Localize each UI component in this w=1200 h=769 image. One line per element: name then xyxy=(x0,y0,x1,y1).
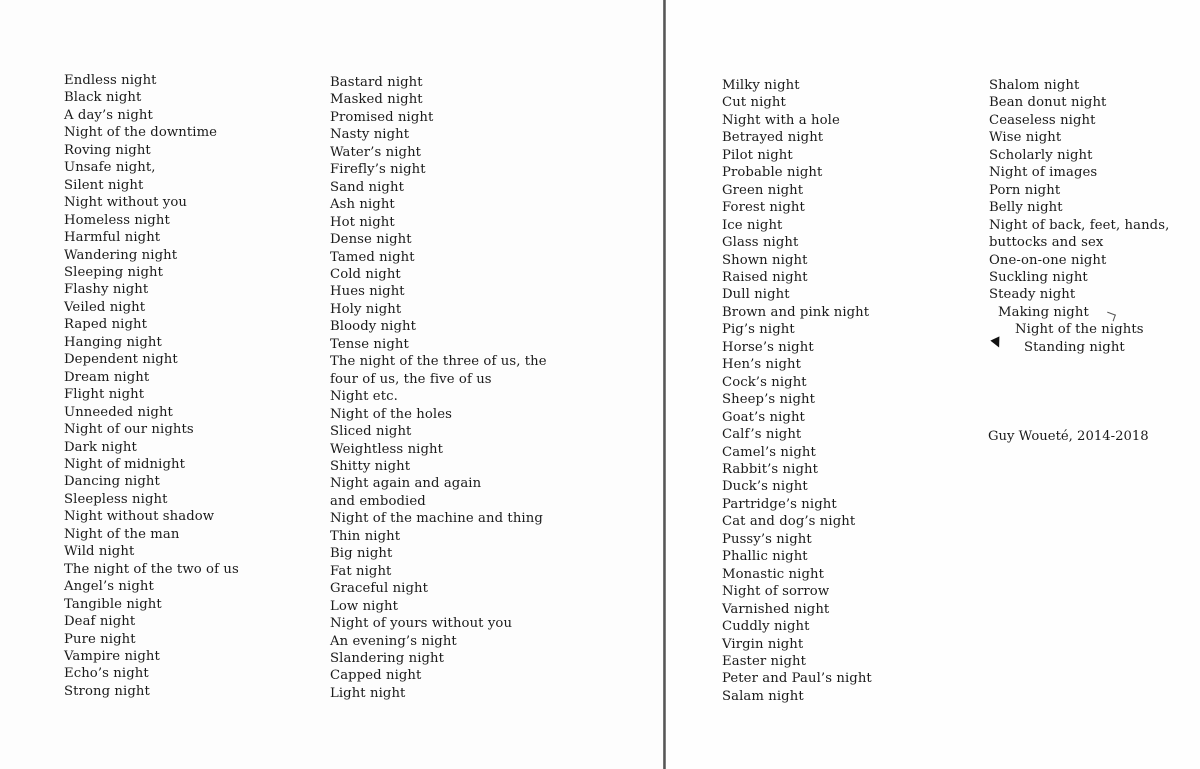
poem-line: Vampire night xyxy=(64,648,160,664)
poem-line: Angel’s night xyxy=(64,579,154,595)
poem-line: Bastard night xyxy=(330,75,423,90)
book-gutter xyxy=(663,0,666,769)
poem-line: Tense night xyxy=(330,336,409,352)
poem-line: Hot night xyxy=(330,214,395,230)
poem-line: buttocks and sex xyxy=(989,235,1104,251)
poem-line: Promised night xyxy=(330,109,434,125)
poem-line: Night of back, feet, hands, xyxy=(989,217,1170,233)
poem-line: Light night xyxy=(330,685,406,701)
poem-line: Unsafe night, xyxy=(64,160,156,176)
poem-line: Ice night xyxy=(722,217,783,233)
poem-line: and embodied xyxy=(330,493,426,509)
poem-line: Graceful night xyxy=(330,581,429,597)
poem-line: Sand night xyxy=(330,179,404,195)
poem-line: Pussy’s night xyxy=(722,531,812,547)
poem-line: Silent night xyxy=(64,177,144,193)
poem-line: Cuddly night xyxy=(722,619,810,635)
poem-line: Suckling night xyxy=(989,269,1088,285)
poem-line: Night of the holes xyxy=(330,406,453,422)
poem-line: One-on-one night xyxy=(989,252,1107,268)
poem-line: Green night xyxy=(722,182,804,198)
poem-line: Virgin night xyxy=(722,636,804,652)
poem-line: Hen’s night xyxy=(722,357,801,373)
poem-column-2 xyxy=(330,74,547,702)
poem-line: Endless night xyxy=(64,73,157,88)
poem-line: Homeless night xyxy=(64,212,170,228)
poem-line: Wandering night xyxy=(64,247,178,263)
poem-line: Veiled night xyxy=(64,299,146,315)
poem-line: Glass night xyxy=(722,235,799,251)
poem-line: Bloody night xyxy=(330,319,417,335)
poem-line: Harmful night xyxy=(64,230,161,246)
poem-line: Dream night xyxy=(64,369,150,385)
poem-line: Wise night xyxy=(989,130,1062,146)
poem-line: Ceaseless night xyxy=(989,112,1096,128)
poem-line: Tangible night xyxy=(64,596,162,612)
poem-line: Sleepless night xyxy=(64,491,168,507)
poem-line: Probable night xyxy=(722,165,823,181)
poem-line: Night of the nights xyxy=(1015,322,1144,338)
poem-line: Capped night xyxy=(330,668,422,684)
poem-line: Dull night xyxy=(722,287,790,303)
poem-line: Black night xyxy=(64,90,142,106)
poem-line: Hues night xyxy=(330,284,405,300)
poem-line: Night of the downtime xyxy=(64,125,218,141)
poem-line: Phallic night xyxy=(722,549,808,565)
poem-line: Night without shadow xyxy=(64,509,215,525)
poem-line: Calf’s night xyxy=(722,427,802,443)
poem-line: Belly night xyxy=(989,200,1063,216)
poem-column-1 xyxy=(64,72,239,700)
poem-line: Monastic night xyxy=(722,566,825,582)
poem-line: Holy night xyxy=(330,301,402,317)
poem-line: Wild night xyxy=(64,544,135,560)
poem-line: Flashy night xyxy=(64,282,149,298)
poem-line: Varnished night xyxy=(722,601,830,617)
poem-line: Shown night xyxy=(722,252,808,268)
poem-line: Flight night xyxy=(64,387,145,403)
poem-line: Easter night xyxy=(722,653,807,669)
poem-line: Echo’s night xyxy=(64,666,149,682)
poem-line: Sheep’s night xyxy=(722,392,815,408)
poem-line: Masked night xyxy=(330,92,423,108)
poem-column-3 xyxy=(722,77,872,705)
poem-line: Ash night xyxy=(330,197,395,213)
poem-line: Peter and Paul’s night xyxy=(722,671,872,687)
poem-line: Making night xyxy=(998,304,1089,320)
poem-line: Dense night xyxy=(330,232,412,248)
poem-line: Cut night xyxy=(722,95,786,111)
poem-line: Scholarly night xyxy=(989,147,1093,163)
poem-line: Dark night xyxy=(64,439,137,455)
poem-line: Rabbit’s night xyxy=(722,461,818,477)
poem-line: Cold night xyxy=(330,266,401,282)
poem-line: Fat night xyxy=(330,563,392,579)
poem-line: Raped night xyxy=(64,317,148,333)
poem-line: Night of midnight xyxy=(64,456,186,472)
poem-line: Camel’s night xyxy=(722,444,816,460)
poem-line: Night of yours without you xyxy=(330,616,513,632)
poem-line: four of us, the five of us xyxy=(330,371,492,387)
author-credit: Guy Woueté, 2014-2018 xyxy=(988,429,1149,444)
poem-line: Pure night xyxy=(64,631,136,647)
poem-line: Deaf night xyxy=(64,614,136,630)
poem-line: Steady night xyxy=(989,287,1076,303)
poem-line: Dancing night xyxy=(64,474,160,490)
poem-line: Hanging night xyxy=(64,334,162,350)
poem-line: Raised night xyxy=(722,269,808,285)
poem-line: Roving night xyxy=(64,142,151,158)
poem-line: Firefly’s night xyxy=(330,162,426,178)
poem-line: Sleeping night xyxy=(64,264,163,280)
poem-line: Night of our nights xyxy=(64,422,194,438)
poem-line: Shitty night xyxy=(330,458,411,474)
poem-line: The night of the two of us xyxy=(64,561,239,577)
poem-line: Standing night xyxy=(1024,339,1125,355)
poem-line: Salam night xyxy=(722,688,804,704)
poem-line: A day’s night xyxy=(64,107,153,123)
poem-line: Porn night xyxy=(989,182,1061,198)
poem-line: Weightless night xyxy=(330,441,444,457)
poem-line: Night of images xyxy=(989,165,1098,181)
poem-line: Shalom night xyxy=(989,78,1080,93)
poem-line: Cock’s night xyxy=(722,374,807,390)
poem-line: Pilot night xyxy=(722,147,793,163)
poem-line: Big night xyxy=(330,546,393,562)
poem-line: Night without you xyxy=(64,195,187,211)
poem-line: Night of the man xyxy=(64,526,180,542)
poem-line: Strong night xyxy=(64,683,150,699)
poem-line: Forest night xyxy=(722,200,805,216)
poem-line: Night etc. xyxy=(330,389,398,405)
poem-line: Sliced night xyxy=(330,424,412,440)
poem-line: Partridge’s night xyxy=(722,496,837,512)
poem-line: Pig’s night xyxy=(722,322,795,338)
poem-line: Tamed night xyxy=(330,249,415,265)
poem-line: Bean donut night xyxy=(989,95,1107,111)
poem-line: Night again and again xyxy=(330,476,482,492)
poem-line: Night of the machine and thing xyxy=(330,511,543,527)
poem-line: Water’s night xyxy=(330,144,422,160)
poem-line: Dependent night xyxy=(64,352,178,368)
poem-line: Goat’s night xyxy=(722,409,805,425)
poem-line: Thin night xyxy=(330,528,401,544)
poem-line: Nasty night xyxy=(330,127,410,143)
poem-line: Cat and dog’s night xyxy=(722,514,856,530)
poem-column-4 xyxy=(989,77,1169,356)
poem-line: Night with a hole xyxy=(722,112,840,128)
poem-line: Betrayed night xyxy=(722,130,824,146)
poem-line: The night of the three of us, the xyxy=(330,354,547,370)
poem-line: Brown and pink night xyxy=(722,304,870,320)
poem-line: Unneeded night xyxy=(64,404,173,420)
poem-line: Milky night xyxy=(722,78,800,93)
poem-line: Duck’s night xyxy=(722,479,808,495)
poem-line: Low night xyxy=(330,598,399,614)
poem-line: An evening’s night xyxy=(330,633,457,649)
poem-line: Night of sorrow xyxy=(722,584,830,600)
poem-line: Horse’s night xyxy=(722,339,814,355)
poem-line: Slandering night xyxy=(330,650,445,666)
